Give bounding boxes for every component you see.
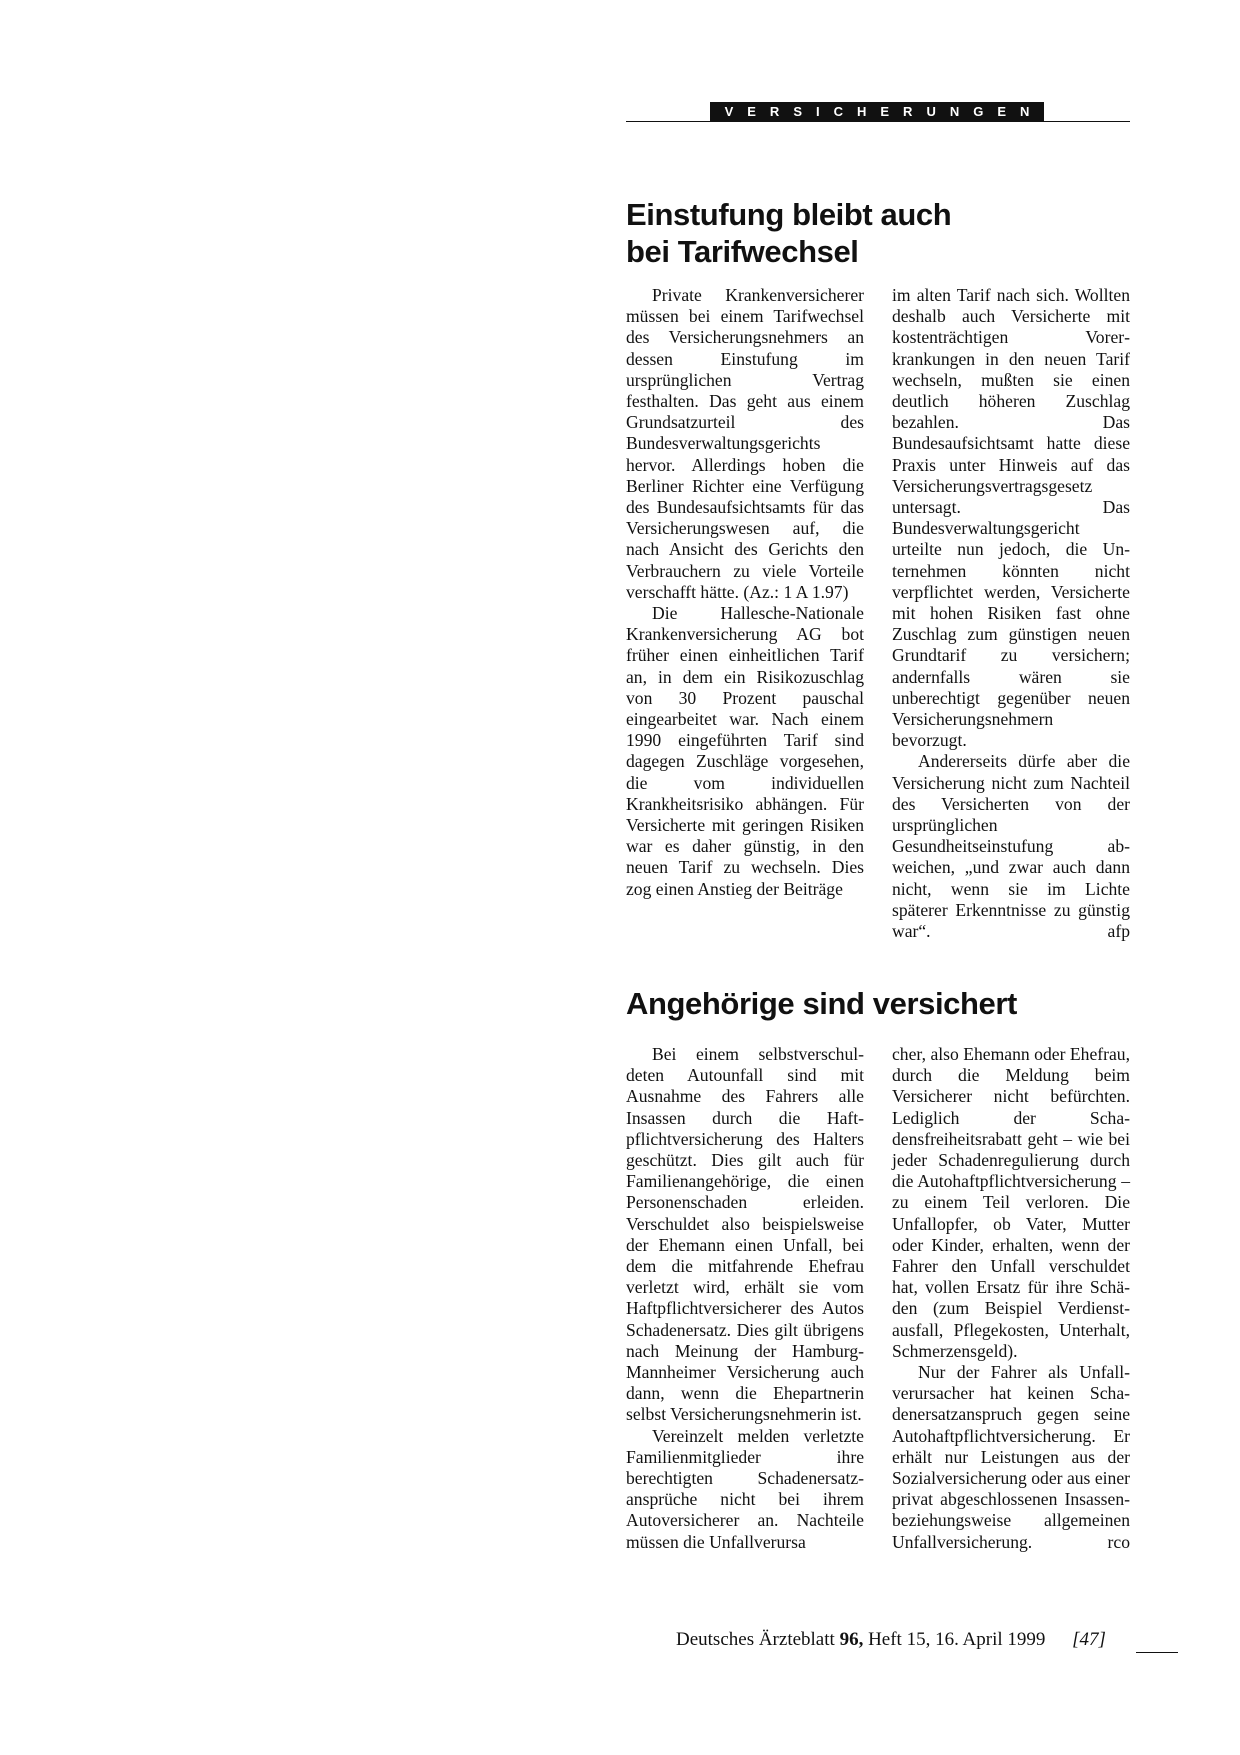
article2-headline: Angehörige sind versichert — [626, 986, 1017, 1021]
article1-headline — [626, 196, 951, 270]
page-footer — [676, 1628, 1132, 1652]
article2-signature: rco — [1107, 1531, 1130, 1552]
article2-paragraph-3: cher, also Ehemann oder Ehefrau, durch die Meldung beim Versicherer nicht befürchten. Lediglich der Schadensfreiheitsrabatt geht – wie bei jeder Schadenregulierung durch die Autohaftpflichtversicherung – zu einem Teil verloren. Die Unfallopfer, ob Vater, Mutter oder Kinder, erhalten, wenn der Fahrer den Unfall verschuldet hat, vollen Ersatz für ihre Schäden (zum Beispiel Verdienstausfall, Pflegekosten, Unterhalt, Schmerzensgeld). — [892, 1044, 1130, 1361]
article1-paragraph-1: Private Krankenversicherer müssen bei einem Tarifwechsel des Versicherungsnehmers an dessen Einstufung im ursprünglichen Vertrag festhalten. Das geht aus einem Grundsatzurteil des Bundesverwaltungsgerichts hervor. Allerdings hoben die Berliner Richter eine Verfügung des Bundesaufsichtsamts für das Versicherungswesen auf, die nach Ansicht des Gerichts den Verbrauchern zu viele Vorteile verschafft hätte. (Az.: 1 A 1.97) — [626, 285, 864, 602]
article1-headline-line2: bei Tarifwechsel — [626, 234, 859, 269]
article1-paragraph-3: im alten Tarif nach sich. Wollten deshalb auch Versicherte mit kostenträchtigen Vorerkrankungen in den neuen Tarif wechseln, mußten sie einen deutlich höheren Zuschlag bezahlen. Das Bundesaufsichtsamt hatte diese Praxis unter Hinweis auf das Versicherungsvertragsgesetz untersagt. Das Bundesverwaltungsgericht urteilte nun jedoch, die Unternehmen könnten nicht verpflichtet werden, Versicherte mit hohen Risiken fast ohne Zuschlag zum günstigen neuen Grundtarif zu versichern; andernfalls wären sie unberechtigt gegenüber neuen Versicherungsnehmern bevorzugt. — [892, 285, 1130, 751]
article1-paragraph-4 — [892, 751, 1130, 942]
article2-paragraph-2: Vereinzelt melden verletzte Familienmitglieder ihre berechtigten Schadenersatzansprüche nicht bei ihrem Autoversicherer an. Nachteile müssen die Unfallverursa — [626, 1425, 864, 1552]
article1-headline-line1: Einstufung bleibt auch — [626, 197, 952, 232]
header-rule-right — [1044, 121, 1130, 122]
article1-signature: afp — [1107, 921, 1130, 942]
article1-paragraph-2: Die Hallesche-Nationale Krankenversicherung AG bot früher einen einheitlichen Tarif an, in dem ein Risikozuschlag von 30 Prozent pauschal eingearbeitet war. Nach einem 1990 eingeführten Tarif sind dagegen Zuschläge vorgesehen, die vom individuellen Krankheitsrisiko abhängen. Für Versicherte mit geringen Risiken war es daher günstig, in den neuen Tarif zu wechseln. Dies zog einen Anstieg der Beiträge — [626, 603, 864, 899]
article2-column-1 — [626, 1044, 864, 1553]
footer-volume: 96, — [839, 1629, 864, 1650]
footer-issue: Heft 15, 16. April 1999 — [868, 1629, 1046, 1650]
article2-paragraph-4-text: Nur der Fahrer als Unfallverursacher hat keinen Schadenersatzanspruch gegen seine Autohaftpflichtversicherung. Er erhält nur Leistungen aus der Sozialversicherung oder aus einer privat abgeschlossenen Insassen- beziehungsweise allgemeinen Unfallversicherung. — [892, 1362, 1130, 1552]
article1-column-2 — [892, 285, 1130, 942]
footer-journal: Deutsches Ärzteblatt — [676, 1629, 835, 1650]
section-label: VERSICHERUNGEN — [710, 102, 1044, 122]
article2-paragraph-4 — [892, 1362, 1130, 1553]
header-rule-left — [626, 121, 710, 122]
article1-paragraph-4-text: Andererseits dürfe aber die Versicherung nicht zum Nachteil des Versicherten von der ursprünglichen Gesundheitseinstufung abweichen, „und zwar auch dann nicht, wenn sie im Lichte späterer Erkenntnisse zu günstig war“. — [892, 751, 1130, 942]
footer-page-number: [47] — [1072, 1629, 1106, 1650]
article2-column-2 — [892, 1044, 1130, 1553]
article1-column-1 — [626, 285, 864, 900]
article2-paragraph-1: Bei einem selbstverschuldeten Autounfall sind mit Ausnahme des Fahrers alle Insassen durch die Haftpflichtversicherung des Halters geschützt. Dies gilt auch für Familienangehörige, die einen Personenschaden erleiden. Verschuldet also beispielsweise der Ehemann einen Unfall, bei dem die mitfahrende Ehefrau verletzt wird, erhält sie vom Haftpflichtversicherer des Autos Schadenersatz. Dies gilt übrigens nach Meinung der Hamburg-Mannheimer Versicherung auch dann, wenn die Ehepartnerin selbst Versicherungsnehmerin ist. — [626, 1044, 864, 1425]
footer-rule — [1136, 1652, 1178, 1653]
